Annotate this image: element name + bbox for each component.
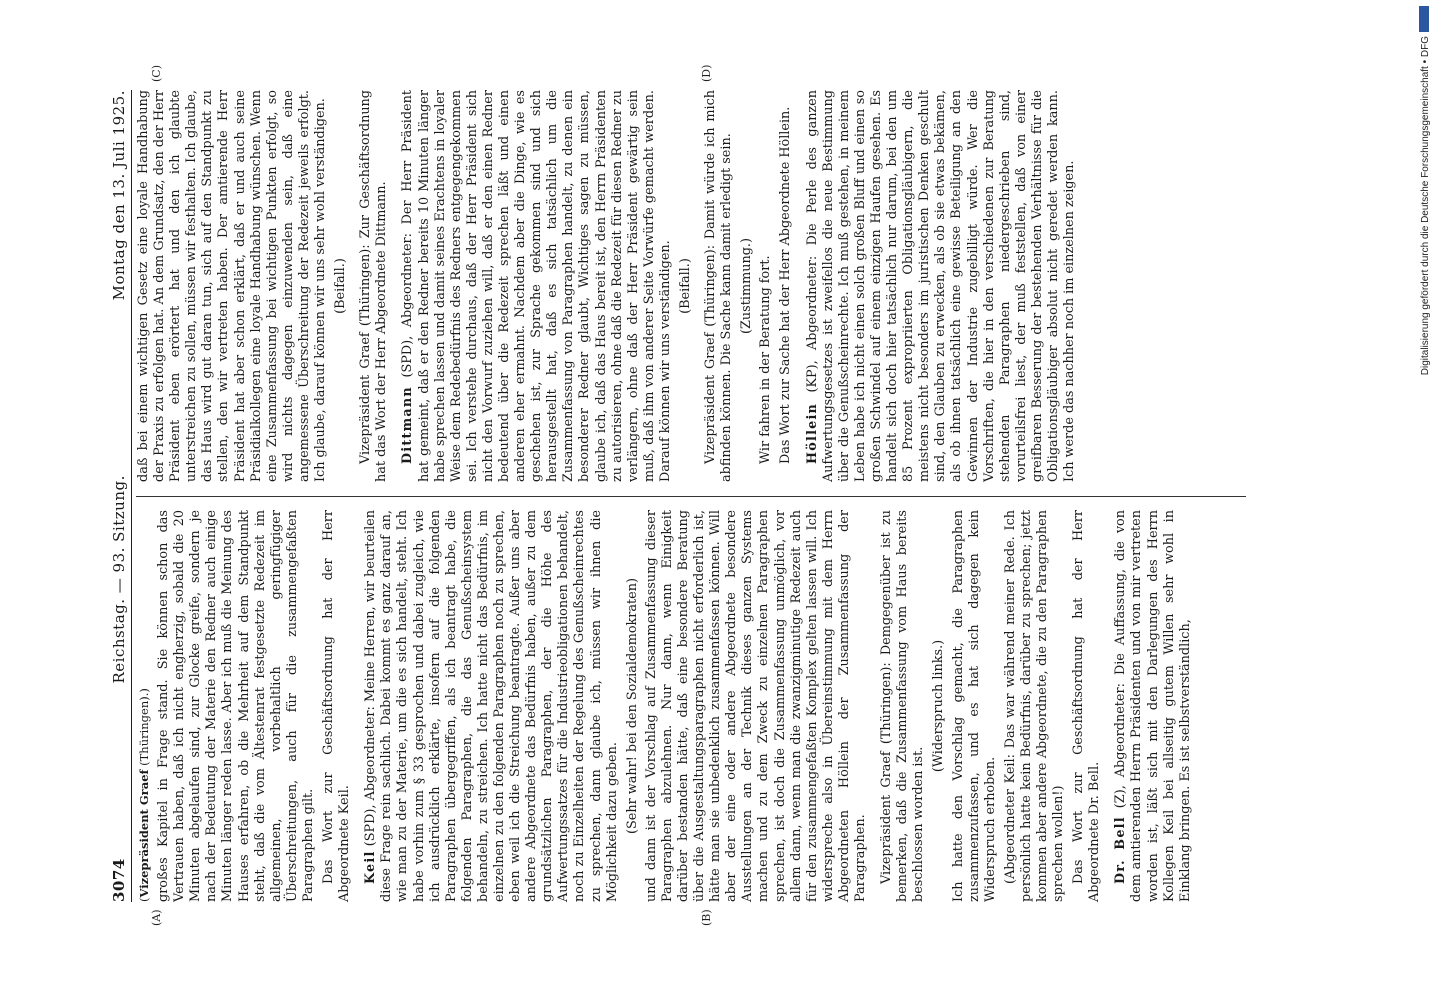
interjection: (Sehr wahr! bei den Sozialdemokraten) xyxy=(624,578,640,834)
margin-marker-c: (C) xyxy=(150,65,163,82)
session-title: Reichstag. — 93. Sitzung. xyxy=(110,475,128,684)
paragraph: daß bei einem wichtigen Gesetz eine loyale Handhabung der Praxis zu erfolgen hat. An dem Grundsatz, den der Herr Präsident eben erörtert hat und den ich glaubte unterstreichen zu sollen, müssen wir festhalten. Ich glaube, das Haus wird gut daran tun, sich auf den Standpunkt zu stellen, den wir vertreten haben. Der amtierende Herr Präsident hat aber schon erklärt, daß er und auch seine Präsidialkollegen eine loyale Handhabung wünschen. Wenn eine Zusammenfassung bei wichtigen Punkten erfolgt, so wird nichts dagegen einzuwenden sein, daß eine angemessene Überschreitung der Redezeit jeweils erfolgt. Ich glaube, darauf können wir uns sehr wohl verständigen. xyxy=(136,90,329,482)
speaker-meta: (Thüringen). xyxy=(137,692,151,766)
paragraph: großes Kapitel in Frage stand. Sie können schon das Vertrauen haben, daß ich nicht engherzig, sobald die 20 Minuten abgelaufen sind, zur Glocke greife, sondern je nach der Bedeutung der Materie den Redner auch einige Minuten länger reden lasse. Aber ich muß die Meinung des Hauses erfahren, ob die Mehrheit auf dem Standpunkt steht, daß die vom Ältestenrat festgesetzte Redezeit im allgemeinen, vorbehaltlich geringfügiger Überschreitungen, auch für die zusammengefaßten Paragraphen gilt. xyxy=(156,510,316,902)
interjection: (Widerspruch links.) xyxy=(931,639,947,773)
speech-text: (Thüringen): Demgegenüber ist zu bemerken, daß die Zusammenfassung vom Haus bereits beschlossen worden ist. xyxy=(879,510,927,902)
margin-marker-b: (B) xyxy=(700,909,713,926)
two-column-body xyxy=(136,90,1246,902)
interjection: (Beifall.) xyxy=(333,258,349,314)
speech-text: (Thüringen): Zur Geschäftsordnung hat das Wort der Herr Abgeordnete Dittmann. xyxy=(358,90,390,482)
margin-marker-d: (D) xyxy=(700,64,713,82)
speech-text: (SPD), Abgeordneter: Der Herr Präsident hat gemeint, daß er den Redner bereits 10 Minuten länger habe sprechen lassen und damit seines Erachtens in loyaler Weise dem Redebedürfnis des Redners entgegengekommen sei. Ich verstehe durchaus, daß der Herr Präsident sich nicht den Vorwurf zuziehen will, daß er den einen Redner bedeutend über die Redezeit sprechen läßt und einen anderen eher ermahnt. Nachdem aber die Dinge, wie es geschehen ist, zur Sprache gekommen sind und sich herausgestellt hat, daß es sich tatsächlich um die Zusammenfassung von Paragraphen handelt, zu denen ein besonderer Redner glaubt, Wichtiges sagen zu müssen, glaube ich, daß das Haus bereit ist, den Herrn Präsidenten zu autorisieren, ohne daß die Redezeit für diesen Redner zu verlängern, ohne daß der Herr Präsident gewärtig sein muß, daß ihm von anderer Seite Vorwürfe gemacht werden. Darauf können wir uns verständigen. xyxy=(400,89,673,482)
interjection: (Beifall.) xyxy=(678,258,693,314)
paragraph: und dann ist der Vorschlag auf Zusammenfassung dieser Paragraphen abzulehnen. Nur dann, wenn Einigkeit darüber bestanden hätte, daß eine besondere Beratung über die Ausgestaltungsparagraphen nicht erforderlich ist, hätte man sie unbedenklich zusammenfassen können. Will aber der eine oder andere Abgeordnete besondere Ausstellungen an der Technik dieses ganzen Systems machen und zu dem Zweck zu einzelnen Paragraphen sprechen, ist doch die Zusammenfassung unmöglich, vor allem dann, wenn man die zwanzigminutige Redezeit auch für den zusammengefaßten Komplex gelten lassen will. Ich widerspreche also in Übereinstimmung mit dem Herrn Abgeordneten Höllein der Zusammenfassung der Paragraphen. xyxy=(643,510,869,902)
speaker-name: Dr. Bell xyxy=(1113,816,1129,884)
right-column xyxy=(136,90,1246,482)
speaker-name: Höllein xyxy=(804,402,820,464)
paragraph: Wir fahren in der Beratung fort. xyxy=(758,255,774,464)
speech-text: (KP), Abgeordneter: Die Perle des ganzen Aufwertungsgesetzes ist zweifellos die neue Bestimmung über die Genußscheinrechte. Ich muß gestehen, in meinem Leben habe ich nicht einen solch großen Bluff und einen so großen Schwindel auf einem einzigen Haufen gesehen. Es handelt sich doch hier tatsächlich nur darum, bei den um 85 Prozent expropriierten Obligationsgläubigern, die meistens nicht besonders im juristischen Denken geschult sind, den Glauben zu erwecken, als ob sie etwas bekämen, als ob ihnen tatsächlich eine gewisse Beteiligung an den Gewinnen der Industrie zugebilligt würde. Wer die Vorschriften, die hier in den verschiedenen zur Beratung stehenden Paragraphen niedergeschrieben sind, vorurteilsfrei liest, der muß feststellen, daß von einer greifbaren Besserung der bestehenden Verhältnisse für die Obligationsgläubiger absolut nicht geredet werden kann. Ich werde das nachher noch im einzelnen zeigen. xyxy=(804,90,1078,482)
watermark-text: Digitalisierung gefördert durch die Deutsche Forschungsgemeinschaft • DFG xyxy=(1420,36,1431,376)
speaker-name: Vizepräsident Graef xyxy=(358,332,374,464)
page-number: 3074 xyxy=(110,858,128,902)
speech-text: (SPD), Abgeordneter: Meine Herren, wir beurteilen diese Frage rein sachlich. Dabei kommt es ganz darauf an, wie man zu der Materie, um die es sich handelt, steht. Ich habe vorhin zum § 33 gesprochen und dabei zugleich, wie ich ausdrücklich erklärte, insofern auf die folgenden Paragraphen übergegriffen, als ich beantragt habe, die folgenden Paragraphen, die das Genußscheinsystem behandeln, zu streichen. Ich hatte nicht das Bedürfnis, im einzelnen zu den folgenden Paragraphen noch zu sprechen, eben weil ich die Streichung beantragte. Außer uns aber andere Abgeordnete das Bedürfnis haben, außer zu dem grundsätzlichen Paragraphen, der die Höhe des Aufwertungssatzes für die Industrieobligationen behandelt, noch zu Einzelheiten der Regelung des Genußscheinrechtes zu sprechen, dann glaube ich, müssen wir ihnen die Möglichkeit dazu geben. xyxy=(363,510,620,902)
running-head xyxy=(98,90,132,902)
interjection: (Zustimmung.) xyxy=(739,238,755,334)
paragraph: Das Wort zur Geschäftsordnung hat der Herr Abgeordnete Keil. xyxy=(321,510,353,902)
left-column xyxy=(136,510,1246,902)
speaker-name: Vizepräsident Graef xyxy=(137,769,151,898)
speech-paragraph xyxy=(703,90,735,482)
speech-paragraph xyxy=(400,90,674,482)
session-date: Montag den 13. Juli 1925. xyxy=(110,90,128,301)
speech-paragraph xyxy=(805,90,1079,482)
speech-paragraph xyxy=(879,510,927,902)
speaker-name: Dittmann xyxy=(400,386,416,464)
speech-text: (Z), Abgeordneter: Die Auffassung, die von dem amtierenden Herrn Präsidenten und von mir vertreten worden ist, läßt sich mit den Darlegungen des Herrn Kollegen Keil bei allseitig gutem Willen sehr wohl in Einklang bringen. Es ist selbstverständlich, xyxy=(1113,510,1193,902)
speech-paragraph xyxy=(363,510,621,902)
speaker-name: Keil xyxy=(363,850,379,884)
speaker-name: Vizepräsident Graef xyxy=(879,751,895,884)
speech-paragraph xyxy=(1113,510,1193,902)
paragraph: Das Wort zur Sache hat der Herr Abgeordnete Höllein. xyxy=(778,106,794,464)
speaker-continuation: (Vizepräsident Graef (Thüringen).) xyxy=(137,688,151,902)
paragraph: Das Wort zur Geschäftsordnung hat der Herr Abgeordnete Dr. Bell. xyxy=(1071,510,1103,902)
margin-marker-a: (A) xyxy=(150,909,163,926)
column-divider xyxy=(136,496,1246,497)
paragraph: Ich hatte den Vorschlag gemacht, die Paragraphen zusammenzufassen, und es hat sich dagegen kein Widerspruch erhoben. xyxy=(950,510,998,902)
speaker-name: Vizepräsident Graef xyxy=(703,332,719,464)
interjection-block: (Abgeordneter Keil: Das war während meiner Rede. Ich persönlich hatte kein Bedürfnis, darüber zu sprechen; jetzt kommen aber andere Abgeordnete, die zu den Paragraphen sprechen wollen!) xyxy=(1002,510,1067,902)
speech-text: (Thüringen): Damit würde ich mich abfinden können. Die Sache kann damit erledigt sein. xyxy=(703,90,735,482)
speech-paragraph xyxy=(358,90,390,482)
